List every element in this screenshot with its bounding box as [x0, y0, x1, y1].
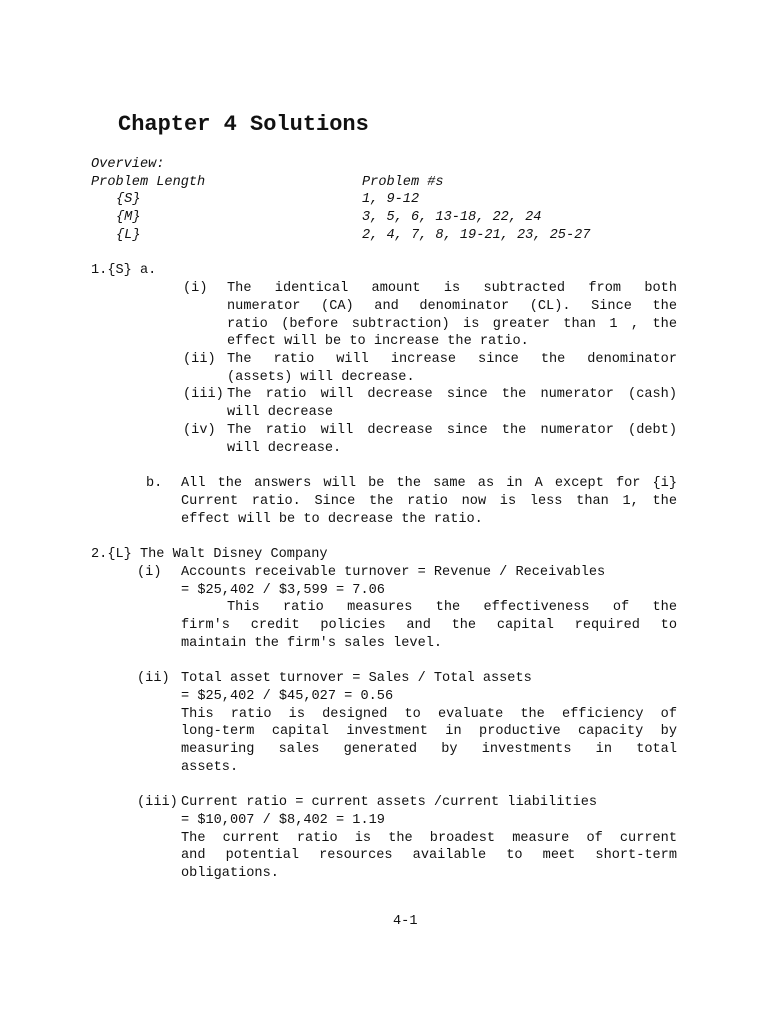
problem-2-i-text: firm's credit policies and the capital required to: [181, 618, 677, 633]
problem-2-iii-text: Current ratio = current assets /current liabilities: [181, 795, 598, 810]
problem-1-iv-marker: (iv): [183, 423, 216, 438]
problem-1-b-text: Current ratio. Since the ratio now is less than 1, the: [181, 494, 677, 509]
problem-1-i-text: The identical amount is subtracted from both: [227, 281, 677, 296]
overview-length: {L}: [116, 228, 141, 243]
overview-problems: 1, 9-12: [362, 192, 420, 207]
problem-2-ii-text: This ratio is designed to evaluate the efficiency of: [181, 707, 677, 722]
problem-2-i-marker: (i): [137, 565, 162, 580]
problem-2-i-text: This ratio measures the effectiveness of the: [227, 600, 677, 615]
problem-1-i-marker: (i): [183, 281, 208, 296]
problem-2-i-text: Accounts receivable turnover = Revenue / Receivables: [181, 565, 606, 580]
overview-length: {M}: [116, 210, 141, 225]
problem-1-ii-text: (assets) will decrease.: [227, 370, 415, 385]
overview-problems: 3, 5, 6, 13-18, 22, 24: [362, 210, 542, 225]
problem-1-header: 1.{S} a.: [91, 263, 157, 278]
problem-2-iii-text: obligations.: [181, 866, 279, 881]
overview-length: {S}: [116, 192, 141, 207]
problem-1-b-text: All the answers will be the same as in A except for {i}: [181, 476, 677, 491]
overview-col1-header: Problem Length: [91, 175, 206, 190]
problem-2-iii-text: and potential resources available to meet short-term: [181, 848, 677, 863]
problem-1-iv-text: will decrease.: [227, 441, 342, 456]
problem-1-b-text: effect will be to decrease the ratio.: [181, 512, 483, 527]
problem-2-header: 2.{L} The Walt Disney Company: [91, 547, 328, 562]
overview-label: Overview:: [91, 157, 165, 172]
problem-1-ii-text: The ratio will increase since the denominator: [227, 352, 677, 367]
problem-1-iii-marker: (iii): [183, 387, 224, 402]
page-title: Chapter 4 Solutions: [118, 112, 369, 137]
problem-2-i-text: maintain the firm's sales level.: [181, 636, 443, 651]
problem-1-b-marker: b.: [146, 476, 163, 491]
problem-2-ii-text: measuring sales generated by investments in total: [181, 742, 677, 757]
problem-1-iii-text: The ratio will decrease since the numerator (cash): [227, 387, 677, 402]
problem-2-ii-text: assets.: [181, 760, 239, 775]
problem-1-i-text: ratio (before subtraction) is greater than 1 , the: [227, 317, 677, 332]
problem-2-ii-text: Total asset turnover = Sales / Total assets: [181, 671, 532, 686]
page-number: 4-1: [393, 914, 418, 929]
problem-1-i-text: numerator (CA) and denominator (CL). Since the: [227, 299, 677, 314]
problem-1-i-text: effect will be to increase the ratio.: [227, 334, 529, 349]
problem-2-ii-calc: = $25,402 / $45,027 = 0.56: [181, 689, 394, 704]
problem-2-iii-text: The current ratio is the broadest measure of current: [181, 831, 677, 846]
overview-problems: 2, 4, 7, 8, 19-21, 23, 25-27: [362, 228, 591, 243]
problem-2-iii-marker: (iii): [137, 795, 178, 810]
problem-1-iv-text: The ratio will decrease since the numerator (debt): [227, 423, 677, 438]
overview-col2-header: Problem #s: [362, 175, 444, 190]
problem-2-i-calc: = $25,402 / $3,599 = 7.06: [181, 583, 385, 598]
problem-2-ii-marker: (ii): [137, 671, 170, 686]
problem-1-ii-marker: (ii): [183, 352, 216, 367]
problem-1-iii-text: will decrease: [227, 405, 334, 420]
problem-2-iii-calc: = $10,007 / $8,402 = 1.19: [181, 813, 385, 828]
problem-2-ii-text: long-term capital investment in productive capacity by: [181, 724, 677, 739]
